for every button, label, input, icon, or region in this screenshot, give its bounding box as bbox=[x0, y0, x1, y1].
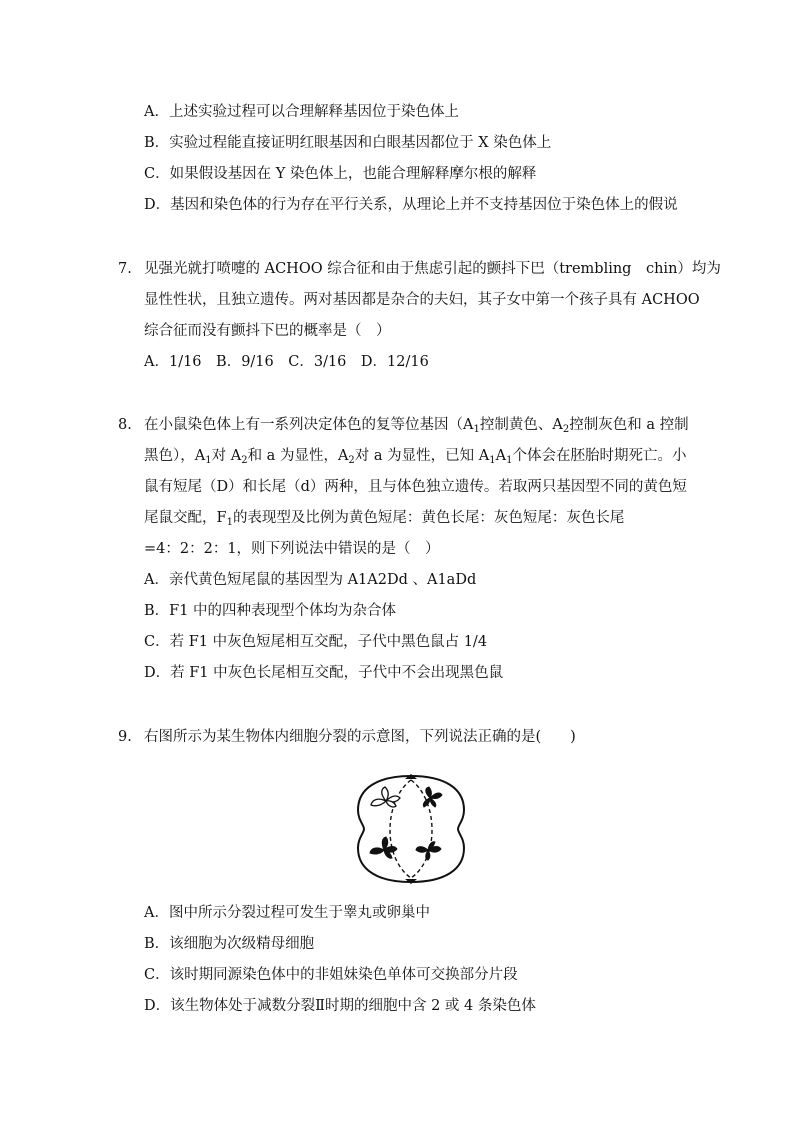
q7-stem-line-3: 综合征而没有颤抖下巴的概率是（ ） bbox=[144, 323, 391, 339]
q8-option-a: A．亲代黄色短尾鼠的基因型为 A1A2Dd 、A1aDd bbox=[144, 572, 477, 588]
q8-text: 尾鼠交配，F bbox=[144, 510, 227, 526]
q9-stem: 右图所示为某生物体内细胞分裂的示意图，下列说法正确的是( ) bbox=[144, 729, 576, 745]
q6-option-c: C．如果假设基因在 Y 染色体上，也能合理解释摩尔根的解释 bbox=[144, 166, 537, 182]
q6-option-a: A．上述实验过程可以合理解释基因位于染色体上 bbox=[144, 104, 459, 120]
subscript: 1 bbox=[506, 455, 513, 466]
subscript: 2 bbox=[562, 424, 570, 435]
q8-text: 的表现型及比例为黄色短尾：黄色长尾：灰色短尾：灰色长尾 bbox=[232, 510, 625, 526]
q8-text: 在小鼠染色体上有一系列决定体色的复等位基因（A bbox=[144, 417, 474, 433]
subscript: 2 bbox=[348, 455, 355, 466]
q6-option-b: B．实验过程能直接证明红眼基因和白眼基因都位于 X 染色体上 bbox=[144, 135, 552, 151]
chromosome-lower-left bbox=[370, 837, 397, 858]
q7-number: 7. bbox=[118, 261, 132, 277]
subscript: 1 bbox=[205, 455, 212, 466]
q8-text: 个体会在胚胎时期死亡。小 bbox=[512, 448, 687, 464]
q9-option-d: D．该生物体处于减数分裂Ⅱ时期的细胞中含 2 或 4 条染色体 bbox=[144, 998, 536, 1014]
q7-options: A．1/16 B．9/16 C．3/16 D．12/16 bbox=[144, 354, 429, 370]
spindle-left bbox=[390, 780, 411, 878]
subscript: 1 bbox=[473, 424, 480, 435]
subscript: 1 bbox=[226, 517, 233, 528]
q8-text: A bbox=[495, 448, 507, 464]
cell-division-figure bbox=[352, 770, 470, 888]
q8-stem-line-3: 鼠有短尾（D）和长尾（d）两种，且与体色独立遗传。若取两只基因型不同的黄色短 bbox=[144, 479, 687, 495]
q9-number: 9. bbox=[118, 729, 132, 745]
q8-text: 控制灰色和 a 控制 bbox=[569, 417, 689, 433]
q7-stem-line-1: 见强光就打喷嚏的 ACHOO 综合征和由于焦虑引起的颤抖下巴（trembling chin）均为 bbox=[144, 261, 721, 277]
q9-option-c: C．该时期同源染色体中的非姐妹染色单体可交换部分片段 bbox=[144, 967, 518, 983]
q8-text: 对 a 为显性，已知 A bbox=[354, 448, 490, 464]
q8-option-b: B．F1 中的四种表现型个体均为杂合体 bbox=[144, 603, 397, 619]
q9-option-b: B．该细胞为次级精母细胞 bbox=[144, 936, 315, 952]
q6-option-d: D．基因和染色体的行为存在平行关系，从理论上并不支持基因位于染色体上的假说 bbox=[144, 197, 678, 213]
chromosome-lower-right bbox=[416, 842, 441, 860]
q8-text: 和 a 为显性，A bbox=[247, 448, 349, 464]
q8-stem-line-1 bbox=[144, 415, 689, 435]
cell-membrane bbox=[358, 776, 464, 882]
q8-stem-line-5: =4：2：2：1，则下列说法中错误的是（ ） bbox=[144, 541, 440, 557]
q9-option-a: A．图中所示分裂过程可发生于睾丸或卵巢中 bbox=[144, 905, 430, 921]
q8-text: 控制黄色、A bbox=[479, 417, 563, 433]
q8-stem-line-2 bbox=[144, 446, 686, 466]
q8-option-d: D．若 F1 中灰色长尾相互交配，子代中不会出现黑色鼠 bbox=[144, 665, 504, 681]
q8-text: 对 A bbox=[211, 448, 242, 464]
q8-option-c: C．若 F1 中灰色短尾相互交配，子代中黑色鼠占 1/4 bbox=[144, 634, 488, 650]
q8-stem-line-4 bbox=[144, 508, 624, 528]
q8-text: 黑色），A bbox=[144, 448, 206, 464]
subscript: 2 bbox=[241, 455, 248, 466]
q7-stem-line-2: 显性性状，且独立遗传。两对基因都是杂合的夫妇，其子女中第一个孩子具有 ACHOO bbox=[144, 292, 700, 308]
chromosome-upper-left bbox=[371, 787, 400, 807]
subscript: 1 bbox=[489, 455, 496, 466]
chromosome-upper-right bbox=[423, 787, 442, 807]
q8-number: 8. bbox=[118, 417, 132, 433]
